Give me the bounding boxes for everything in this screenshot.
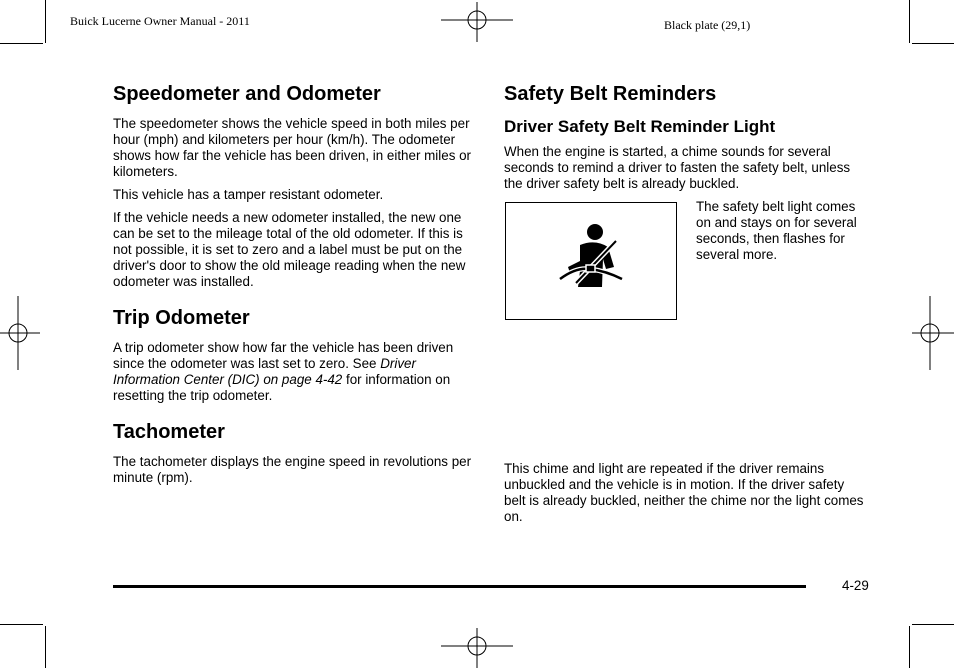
section-title: Tachometer [113,421,225,443]
section-trip-odometer [113,306,475,404]
paragraph: When the engine is started, a chime sounds for several seconds to remind a driver to fasten the safety belt, unless the driver safety belt is already buckled. [504,144,851,191]
section-title: Trip Odometer [113,307,250,329]
section-title: Safety Belt Reminders [504,83,717,105]
paragraph-text: A trip odometer show how far the vehicle has been driven since the odometer was last set to zero. See [113,340,454,371]
crop-mark [912,43,954,44]
paragraph: This chime and light are repeated if the driver remains unbuckled and the vehicle is in motion. If the driver safety belt is already buckled, neither the chime nor the light comes on. [504,461,864,524]
paragraph-text: for information on resetting the trip odometer. [113,372,451,403]
registration-mark-icon [441,2,513,42]
figure-frame [505,202,677,320]
figure-caption: The safety belt light comes on and stays on for several seconds, then flashes for several more. [696,199,857,262]
crop-mark [0,43,43,44]
figure [504,199,866,339]
section-title: Speedometer and Odometer [113,83,381,105]
crop-mark [909,626,910,668]
crop-mark [0,624,43,625]
subsection-title: Driver Safety Belt Reminder Light [504,117,776,136]
running-header: Buick Lucerne Owner Manual - 2011 [70,14,250,28]
crop-mark [909,0,910,43]
registration-mark-icon [441,628,513,668]
crop-mark [45,0,46,43]
footer-rule [113,585,806,588]
crop-mark [912,624,954,625]
cross-reference-link[interactable]: Driver Information Center (DIC) on page 4-42 [113,356,416,387]
paragraph: The speedometer shows the vehicle speed in both miles per hour (mph) and kilometers per hour (km/h). The odometer shows how far the vehicle has been driven, in either miles or kilometers. [113,116,472,179]
section-tachometer [113,420,475,486]
left-column [113,82,475,493]
page-number: 4-29 [842,578,869,593]
paragraph: The tachometer displays the engine speed in revolutions per minute (rpm). [113,454,472,485]
plate-label: Black plate (29,1) [664,18,751,32]
registration-mark-icon [0,296,40,370]
crop-mark [45,626,46,668]
section-speedometer [113,82,475,290]
seatbelt-reminder-icon [556,221,626,291]
paragraph: This vehicle has a tamper resistant odometer. [113,187,384,202]
registration-mark-icon [912,296,954,370]
right-column [504,82,866,532]
paragraph: If the vehicle needs a new odometer installed, the new one can be set to the mileage total of the old odometer. If this is not possible, it is set to zero and a label must be put on the driver's door to show the old mileage reading when the new odometer was installed. [113,210,466,289]
paragraph [113,340,475,404]
